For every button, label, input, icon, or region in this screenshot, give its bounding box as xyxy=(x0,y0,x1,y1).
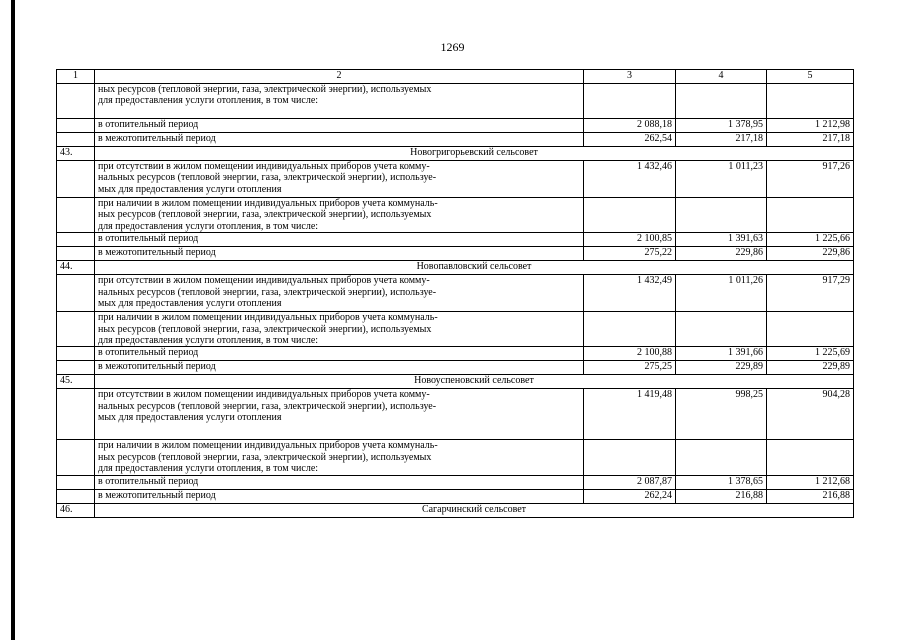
column-header: 1 xyxy=(57,70,95,84)
value-cell: 2 088,18 xyxy=(584,119,676,133)
column-header: 2 xyxy=(95,70,584,84)
row-description: при отсутствии в жилом помещении индивидуальных приборов учета комму- нальных ресурсов (тепловой энергии, газа, электрической энергии), используе- мых для предоставления услуги отопления xyxy=(95,275,584,312)
value-cell: 2 087,87 xyxy=(584,475,676,489)
table-row xyxy=(57,489,854,503)
value-cell: 1 225,66 xyxy=(767,233,854,247)
page-binding-bar xyxy=(11,0,15,640)
table-row xyxy=(57,440,854,475)
column-header: 4 xyxy=(676,70,767,84)
value-cell: 1 378,95 xyxy=(676,119,767,133)
value-cell: 275,25 xyxy=(584,361,676,375)
table-row xyxy=(57,475,854,489)
value-cell: 2 100,88 xyxy=(584,347,676,361)
section-number: 44. xyxy=(57,261,95,275)
section-title: Сагарчинский сельсовет xyxy=(95,503,854,517)
value-cell: 1 011,26 xyxy=(676,275,767,312)
section-header-row xyxy=(57,503,854,517)
value-cell: 229,86 xyxy=(767,247,854,261)
column-header: 3 xyxy=(584,70,676,84)
value-cell: 917,29 xyxy=(767,275,854,312)
value-cell: 216,88 xyxy=(676,489,767,503)
value-cell: 998,25 xyxy=(676,389,767,440)
page-number: 1269 xyxy=(440,40,465,54)
row-description: при отсутствии в жилом помещении индивидуальных приборов учета комму- нальных ресурсов (тепловой энергии, газа, электрической энергии), используе- мых для предоставления услуги отопления xyxy=(95,161,584,198)
row-label: в отопительный период xyxy=(95,233,584,247)
section-title: Новоуспеновский сельсовет xyxy=(95,375,854,389)
table-row xyxy=(57,84,854,119)
value-cell: 1 432,49 xyxy=(584,275,676,312)
value-cell: 1 011,23 xyxy=(676,161,767,198)
section-number: 46. xyxy=(57,503,95,517)
value-cell: 2 100,85 xyxy=(584,233,676,247)
row-label: в межотопительный период xyxy=(95,133,584,147)
value-cell: 262,54 xyxy=(584,133,676,147)
value-cell: 262,24 xyxy=(584,489,676,503)
section-title: Новопавловский сельсовет xyxy=(95,261,854,275)
section-number: 43. xyxy=(57,147,95,161)
table-row xyxy=(57,389,854,440)
table-row xyxy=(57,233,854,247)
row-label: в отопительный период xyxy=(95,119,584,133)
section-title: Новогригорьевский сельсовет xyxy=(95,147,854,161)
value-cell: 217,18 xyxy=(767,133,854,147)
value-cell: 1 225,69 xyxy=(767,347,854,361)
table-row xyxy=(57,161,854,198)
section-number: 45. xyxy=(57,375,95,389)
table-row xyxy=(57,275,854,312)
row-description: при наличии в жилом помещении индивидуальных приборов учета коммуналь- ных ресурсов (тепловой энергии, газа, электрической энергии), используемых для предоставления услуги отопления, в том числе: xyxy=(95,312,584,347)
tariff-table xyxy=(56,69,854,518)
table-row xyxy=(57,247,854,261)
value-cell: 217,18 xyxy=(676,133,767,147)
row-description: при наличии в жилом помещении индивидуальных приборов учета коммуналь- ных ресурсов (тепловой энергии, газа, электрической энергии), используемых для предоставления услуги отопления, в том числе: xyxy=(95,440,584,475)
row-label: в межотопительный период xyxy=(95,361,584,375)
row-label: в межотопительный период xyxy=(95,247,584,261)
value-cell: 229,86 xyxy=(676,247,767,261)
row-label: в межотопительный период xyxy=(95,489,584,503)
value-cell: 216,88 xyxy=(767,489,854,503)
value-cell: 1 212,98 xyxy=(767,119,854,133)
table-row xyxy=(57,347,854,361)
table-row xyxy=(57,312,854,347)
section-header-row xyxy=(57,375,854,389)
table-row xyxy=(57,198,854,233)
table-row xyxy=(57,133,854,147)
row-description: при отсутствии в жилом помещении индивидуальных приборов учета комму- нальных ресурсов (тепловой энергии, газа, электрической энергии), используе- мых для предоставления услуги отопления xyxy=(95,389,584,440)
value-cell: 1 378,65 xyxy=(676,475,767,489)
row-label: в отопительный период xyxy=(95,475,584,489)
table-row xyxy=(57,361,854,375)
row-description: ных ресурсов (тепловой энергии, газа, электрической энергии), используемых для предоставления услуги отопления, в том числе: xyxy=(95,84,584,119)
value-cell: 1 391,63 xyxy=(676,233,767,247)
column-header: 5 xyxy=(767,70,854,84)
value-cell: 1 419,48 xyxy=(584,389,676,440)
row-label: в отопительный период xyxy=(95,347,584,361)
table-header-row xyxy=(57,70,854,84)
value-cell: 229,89 xyxy=(767,361,854,375)
value-cell: 1 212,68 xyxy=(767,475,854,489)
section-header-row xyxy=(57,147,854,161)
table-row xyxy=(57,119,854,133)
value-cell: 275,22 xyxy=(584,247,676,261)
value-cell: 904,28 xyxy=(767,389,854,440)
value-cell: 1 391,66 xyxy=(676,347,767,361)
row-description: при наличии в жилом помещении индивидуальных приборов учета коммуналь- ных ресурсов (тепловой энергии, газа, электрической энергии), используемых для предоставления услуги отопления, в том числе: xyxy=(95,198,584,233)
section-header-row xyxy=(57,261,854,275)
value-cell: 917,26 xyxy=(767,161,854,198)
value-cell: 229,89 xyxy=(676,361,767,375)
value-cell: 1 432,46 xyxy=(584,161,676,198)
